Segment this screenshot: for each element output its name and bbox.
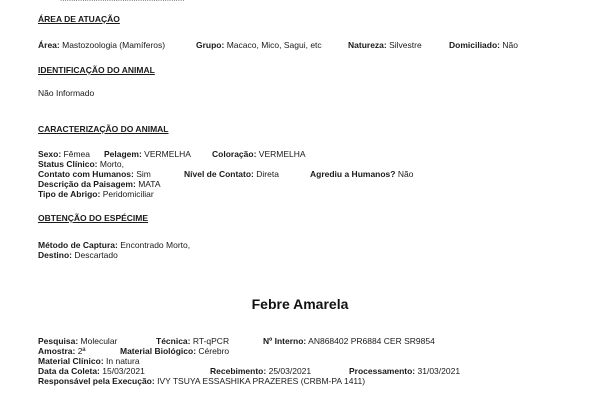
processamento-field bbox=[349, 366, 460, 377]
data-coleta-label: Data da Coleta: bbox=[38, 366, 100, 376]
responsavel-field bbox=[38, 376, 365, 387]
tipo-abrigo-field bbox=[38, 189, 154, 200]
section-heading-area: ÁREA DE ATUAÇÃO bbox=[38, 14, 120, 24]
contato-humanos-label: Contato com Humanos: bbox=[38, 169, 134, 179]
coloracao-field bbox=[212, 149, 306, 160]
metodo-captura-value: Encontrado Morto, bbox=[120, 240, 191, 250]
responsavel-label: Responsável pela Execução: bbox=[38, 376, 155, 386]
tecnica-value: RT-qPCR bbox=[192, 336, 230, 346]
area-field bbox=[38, 40, 165, 51]
amostra-label: Amostra: bbox=[38, 346, 76, 356]
cut-off-top-text bbox=[60, 0, 184, 4]
nivel-contato-field bbox=[184, 169, 279, 180]
nivel-contato-label: Nível de Contato: bbox=[184, 169, 254, 179]
contato-humanos-value: Sim bbox=[136, 169, 151, 179]
numero-interno-value: AN868402 PR6884 CER SR9854 bbox=[308, 336, 435, 346]
grupo-value: Macaco, Mico, Sagui, etc bbox=[226, 40, 322, 50]
recebimento-label: Recebimento: bbox=[210, 366, 267, 376]
grupo-field bbox=[196, 40, 322, 51]
destino-field bbox=[38, 250, 118, 261]
area-value: Mastozoologia (Mamíferos) bbox=[62, 40, 166, 50]
tipo-abrigo-value: Peridomiciliar bbox=[102, 189, 154, 199]
material-clinico-value: In natura bbox=[106, 356, 140, 366]
material-clinico-label: Material Clínico: bbox=[38, 356, 104, 366]
area-label: Área: bbox=[38, 40, 60, 50]
agrediu-humanos-label: Agrediu a Humanos? bbox=[310, 169, 396, 179]
domiciliado-label: Domiciliado: bbox=[449, 40, 501, 50]
processamento-label: Processamento: bbox=[349, 366, 416, 376]
tecnica-label: Técnica: bbox=[156, 336, 191, 346]
processamento-value: 31/03/2021 bbox=[417, 366, 461, 376]
agrediu-humanos-value: Não bbox=[397, 169, 414, 179]
pelagem-label: Pelagem: bbox=[104, 149, 142, 159]
pesquisa-value: Molecular bbox=[80, 336, 118, 346]
section-heading-obtencao: OBTENÇÃO DO ESPÉCIME bbox=[38, 213, 149, 223]
sexo-value: Fêmea bbox=[63, 149, 90, 159]
numero-interno-label: Nº Interno: bbox=[263, 336, 307, 346]
section-heading-identificacao: IDENTIFICAÇÃO DO ANIMAL bbox=[38, 65, 155, 75]
numero-interno-field bbox=[263, 336, 435, 347]
pelagem-value: VERMELHA bbox=[144, 149, 191, 159]
destino-value: Descartado bbox=[74, 250, 118, 260]
descricao-paisagem-value: MATA bbox=[138, 179, 161, 189]
natureza-field bbox=[348, 40, 422, 51]
coloracao-label: Coloração: bbox=[212, 149, 257, 159]
pesquisa-label: Pesquisa: bbox=[38, 336, 79, 346]
destino-label: Destino: bbox=[38, 250, 72, 260]
exam-title: Febre Amarela bbox=[251, 296, 349, 312]
tipo-abrigo-label: Tipo de Abrigo: bbox=[38, 189, 101, 199]
descricao-paisagem-label: Descrição da Paisagem: bbox=[38, 179, 136, 189]
section-heading-caracterizacao: CARACTERIZAÇÃO DO ANIMAL bbox=[38, 124, 169, 134]
status-clinico-label: Status Clínico: bbox=[38, 159, 98, 169]
agrediu-humanos-field bbox=[310, 169, 413, 180]
responsavel-value: IVY TSUYA ESSASHIKA PRAZERES (CRBM-PA 1411) bbox=[157, 376, 366, 386]
natureza-value: Silvestre bbox=[389, 40, 422, 50]
recebimento-value: 25/03/2021 bbox=[268, 366, 312, 376]
nivel-contato-value: Direta bbox=[256, 169, 279, 179]
domiciliado-field bbox=[449, 40, 518, 51]
coloracao-value: VERMELHA bbox=[258, 149, 306, 159]
sexo-label: Sexo: bbox=[38, 149, 62, 159]
domiciliado-value: Não bbox=[502, 40, 518, 50]
data-coleta-value: 15/03/2021 bbox=[102, 366, 145, 376]
amostra-value: 2ª bbox=[77, 346, 86, 356]
material-biologico-value: Cérebro bbox=[198, 346, 230, 356]
metodo-captura-label: Método de Captura: bbox=[38, 240, 118, 250]
identificacao-value: Não Informado bbox=[38, 88, 95, 98]
status-clinico-value: Morto, bbox=[99, 159, 124, 169]
grupo-label: Grupo: bbox=[196, 40, 225, 50]
material-biologico-label: Material Biológico: bbox=[120, 346, 197, 356]
natureza-label: Natureza: bbox=[348, 40, 387, 50]
